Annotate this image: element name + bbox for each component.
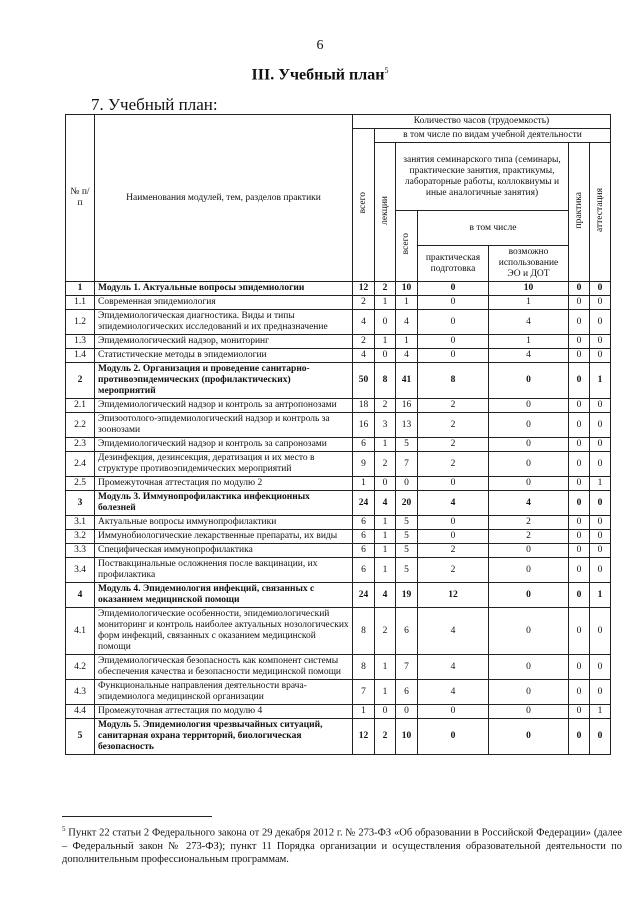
- cell-total: 24: [353, 491, 375, 516]
- cell-practice: 0: [569, 655, 590, 680]
- cell-name: Дезинфекция, дезинсекция, дератизация и их место в структуре противоэпидемических мероприятий: [95, 452, 353, 477]
- header-practice: [569, 143, 590, 282]
- cell-lectures: 1: [375, 438, 396, 452]
- cell-lectures: 1: [375, 544, 396, 558]
- cell-att: 0: [590, 491, 611, 516]
- header-total-text: всего: [358, 192, 368, 214]
- cell-sem: 5: [396, 516, 418, 530]
- cell-att: 0: [590, 296, 611, 310]
- cell-practice: 0: [569, 363, 590, 399]
- cell-practice: 0: [569, 438, 590, 452]
- cell-sem: 5: [396, 438, 418, 452]
- cell-name: Модуль 1. Актуальные вопросы эпидемиологии: [95, 282, 353, 296]
- cell-pp: 0: [418, 349, 489, 363]
- cell-pp: 0: [418, 719, 489, 755]
- cell-att: 0: [590, 399, 611, 413]
- cell-name: Эпизоотолого-эпидемиологический надзор и контроль за зоонозами: [95, 413, 353, 438]
- cell-sem: 0: [396, 477, 418, 491]
- cell-eo: 4: [489, 349, 569, 363]
- header-eo-dot: возможно использование ЭО и ДОТ: [489, 246, 569, 282]
- cell-sem: 10: [396, 282, 418, 296]
- table-body: [66, 115, 611, 755]
- cell-num: 3.2: [66, 530, 95, 544]
- cell-total: 12: [353, 282, 375, 296]
- table-row: [66, 438, 611, 452]
- header-lectures: [375, 143, 396, 282]
- cell-pp: 0: [418, 530, 489, 544]
- table-row: [66, 310, 611, 335]
- cell-name: Эпидемиологический надзор и контроль за сапронозами: [95, 438, 353, 452]
- header-lectures-text: лекции: [379, 195, 390, 225]
- cell-att: 1: [590, 477, 611, 491]
- cell-sem: 6: [396, 680, 418, 705]
- cell-lectures: 2: [375, 282, 396, 296]
- module-row: [66, 583, 611, 608]
- cell-eo: 0: [489, 413, 569, 438]
- cell-name: Эпидемиологическая диагностика. Виды и типы эпидемиологических исследований и их предназначение: [95, 310, 353, 335]
- plan-heading: 7. Учебный план:: [91, 95, 218, 114]
- cell-lectures: 1: [375, 516, 396, 530]
- cell-pp: 2: [418, 399, 489, 413]
- cell-num: 3.3: [66, 544, 95, 558]
- table-row: [66, 608, 611, 655]
- cell-num: 2.5: [66, 477, 95, 491]
- cell-num: 3: [66, 491, 95, 516]
- cell-eo: 0: [489, 680, 569, 705]
- cell-att: 0: [590, 530, 611, 544]
- cell-eo: 0: [489, 655, 569, 680]
- cell-pp: 0: [418, 296, 489, 310]
- table-row: [66, 530, 611, 544]
- cell-sem: 7: [396, 655, 418, 680]
- cell-total: 4: [353, 349, 375, 363]
- header-including: в том числе: [418, 211, 569, 246]
- cell-sem: 4: [396, 310, 418, 335]
- cell-pp: 12: [418, 583, 489, 608]
- cell-practice: 0: [569, 477, 590, 491]
- cell-practice: 0: [569, 544, 590, 558]
- cell-total: 18: [353, 399, 375, 413]
- cell-total: 2: [353, 296, 375, 310]
- cell-name: Иммунобиологические лекарственные препараты, их виды: [95, 530, 353, 544]
- cell-lectures: 1: [375, 655, 396, 680]
- cell-total: 6: [353, 516, 375, 530]
- cell-att: 0: [590, 655, 611, 680]
- cell-pp: 0: [418, 310, 489, 335]
- cell-total: 1: [353, 705, 375, 719]
- cell-eo: 1: [489, 296, 569, 310]
- cell-total: 6: [353, 558, 375, 583]
- cell-att: 1: [590, 363, 611, 399]
- header-num: № п/п: [66, 115, 95, 282]
- cell-practice: 0: [569, 705, 590, 719]
- cell-practice: 0: [569, 558, 590, 583]
- cell-pp: 0: [418, 335, 489, 349]
- cell-name: Современная эпидемиология: [95, 296, 353, 310]
- cell-practice: 0: [569, 349, 590, 363]
- footnote-mark: 5: [62, 825, 66, 833]
- cell-att: 0: [590, 335, 611, 349]
- cell-num: 1.4: [66, 349, 95, 363]
- cell-lectures: 4: [375, 491, 396, 516]
- cell-practice: 0: [569, 583, 590, 608]
- cell-name: Эпидемиологическая безопасность как компонент системы обеспечения качества и безопасности медицинской помощи: [95, 655, 353, 680]
- cell-total: 6: [353, 544, 375, 558]
- cell-sem: 1: [396, 335, 418, 349]
- table-row: [66, 516, 611, 530]
- cell-total: 6: [353, 438, 375, 452]
- header-hours: Количество часов (трудоемкость): [353, 115, 611, 129]
- footnote-reference: 5: [384, 66, 389, 75]
- cell-eo: 0: [489, 399, 569, 413]
- cell-total: 6: [353, 530, 375, 544]
- cell-num: 3.4: [66, 558, 95, 583]
- cell-total: 1: [353, 477, 375, 491]
- cell-eo: 4: [489, 491, 569, 516]
- cell-practice: 0: [569, 310, 590, 335]
- cell-name: Актуальные вопросы иммунопрофилактики: [95, 516, 353, 530]
- header-seminar: занятия семинарского типа (семинары, практические занятия, практикумы, лабораторные работы, коллоквиумы и иные аналогичные занятия): [396, 143, 569, 211]
- cell-total: 2: [353, 335, 375, 349]
- cell-num: 4.1: [66, 608, 95, 655]
- cell-total: 8: [353, 655, 375, 680]
- cell-practice: 0: [569, 296, 590, 310]
- cell-att: 0: [590, 719, 611, 755]
- cell-total: 8: [353, 608, 375, 655]
- cell-num: 2.3: [66, 438, 95, 452]
- cell-name: Эпидемиологический надзор, мониторинг: [95, 335, 353, 349]
- cell-sem: 19: [396, 583, 418, 608]
- cell-att: 0: [590, 452, 611, 477]
- cell-practice: 0: [569, 335, 590, 349]
- curriculum-table: [65, 114, 611, 755]
- footnote-text: Пункт 22 статьи 2 Федерального закона от 29 декабря 2012 г. № 273-ФЗ «Об образовании в Российской Федерации» (далее – Федеральный закон № 273-ФЗ); пункт 11 Порядка организации и осуществления образовательной деятельности по дополнительным профессиональным программам.: [62, 827, 622, 865]
- cell-practice: 0: [569, 608, 590, 655]
- cell-name: Специфическая иммунопрофилактика: [95, 544, 353, 558]
- cell-pp: 0: [418, 282, 489, 296]
- cell-sem: 7: [396, 452, 418, 477]
- cell-sem: 4: [396, 349, 418, 363]
- cell-name: Поствакцинальные осложнения после вакцинации, их профилактика: [95, 558, 353, 583]
- cell-eo: 0: [489, 477, 569, 491]
- footnote: [62, 823, 622, 866]
- table-row: [66, 680, 611, 705]
- module-row: [66, 491, 611, 516]
- cell-pp: 0: [418, 705, 489, 719]
- cell-pp: 4: [418, 608, 489, 655]
- cell-att: 0: [590, 438, 611, 452]
- cell-eo: 2: [489, 516, 569, 530]
- cell-eo: 0: [489, 544, 569, 558]
- cell-lectures: 0: [375, 349, 396, 363]
- cell-att: 0: [590, 413, 611, 438]
- cell-name: Функциональные направления деятельности врача-эпидемиолога медицинской организации: [95, 680, 353, 705]
- cell-total: 16: [353, 413, 375, 438]
- footnote-divider: [62, 816, 212, 817]
- section-title: [0, 66, 640, 84]
- cell-pp: 4: [418, 491, 489, 516]
- cell-sem: 5: [396, 544, 418, 558]
- cell-sem: 1: [396, 296, 418, 310]
- table-row: [66, 335, 611, 349]
- cell-pp: 0: [418, 516, 489, 530]
- cell-total: 12: [353, 719, 375, 755]
- cell-num: 4.3: [66, 680, 95, 705]
- table-row: [66, 477, 611, 491]
- header-seminar-total-text: всего: [401, 233, 411, 255]
- cell-att: 0: [590, 282, 611, 296]
- cell-lectures: 2: [375, 399, 396, 413]
- header-by-activity: в том числе по видам учебной деятельности: [375, 129, 611, 143]
- cell-name: Эпидемиологические особенности, эпидемиологический мониторинг и контроль наиболее актуальных нозологических форм инфекций, связанных с оказанием медицинской помощи: [95, 608, 353, 655]
- cell-pp: 0: [418, 477, 489, 491]
- cell-practice: 0: [569, 452, 590, 477]
- cell-num: 1.2: [66, 310, 95, 335]
- cell-num: 2.2: [66, 413, 95, 438]
- cell-sem: 41: [396, 363, 418, 399]
- cell-sem: 13: [396, 413, 418, 438]
- cell-eo: 0: [489, 363, 569, 399]
- cell-lectures: 2: [375, 452, 396, 477]
- cell-practice: 0: [569, 530, 590, 544]
- cell-lectures: 2: [375, 719, 396, 755]
- cell-pp: 2: [418, 558, 489, 583]
- cell-practice: 0: [569, 399, 590, 413]
- cell-total: 4: [353, 310, 375, 335]
- cell-eo: 0: [489, 558, 569, 583]
- cell-lectures: 1: [375, 296, 396, 310]
- cell-att: 0: [590, 544, 611, 558]
- cell-name: Эпидемиологический надзор и контроль за антропонозами: [95, 399, 353, 413]
- table-row: [66, 399, 611, 413]
- cell-num: 4.2: [66, 655, 95, 680]
- cell-eo: 0: [489, 608, 569, 655]
- cell-practice: 0: [569, 516, 590, 530]
- header-practical-training: практическая подготовка: [418, 246, 489, 282]
- module-row: [66, 282, 611, 296]
- cell-num: 3.1: [66, 516, 95, 530]
- cell-lectures: 4: [375, 583, 396, 608]
- cell-att: 0: [590, 608, 611, 655]
- cell-eo: 0: [489, 438, 569, 452]
- cell-pp: 2: [418, 544, 489, 558]
- cell-att: 0: [590, 516, 611, 530]
- cell-pp: 4: [418, 655, 489, 680]
- cell-num: 2: [66, 363, 95, 399]
- table-row: [66, 413, 611, 438]
- section-title-text: III. Учебный план: [251, 66, 385, 84]
- cell-sem: 5: [396, 558, 418, 583]
- cell-lectures: 2: [375, 608, 396, 655]
- cell-num: 1.1: [66, 296, 95, 310]
- cell-eo: 10: [489, 282, 569, 296]
- cell-lectures: 8: [375, 363, 396, 399]
- cell-lectures: 0: [375, 310, 396, 335]
- page-number: 6: [316, 38, 324, 53]
- header-seminar-total: [396, 211, 418, 282]
- cell-att: 0: [590, 310, 611, 335]
- cell-att: 1: [590, 583, 611, 608]
- cell-num: 1: [66, 282, 95, 296]
- cell-practice: 0: [569, 719, 590, 755]
- module-row: [66, 363, 611, 399]
- cell-eo: 0: [489, 705, 569, 719]
- cell-name: Промежуточная аттестация по модулю 4: [95, 705, 353, 719]
- cell-lectures: 1: [375, 530, 396, 544]
- cell-practice: 0: [569, 491, 590, 516]
- cell-num: 4.4: [66, 705, 95, 719]
- table-row: [66, 705, 611, 719]
- cell-name: Модуль 3. Иммунопрофилактика инфекционных болезней: [95, 491, 353, 516]
- cell-practice: 0: [569, 413, 590, 438]
- cell-lectures: 3: [375, 413, 396, 438]
- cell-practice: 0: [569, 282, 590, 296]
- cell-practice: 0: [569, 680, 590, 705]
- cell-eo: 1: [489, 335, 569, 349]
- table-row: [66, 558, 611, 583]
- cell-pp: 2: [418, 438, 489, 452]
- cell-lectures: 1: [375, 335, 396, 349]
- cell-pp: 2: [418, 452, 489, 477]
- cell-lectures: 1: [375, 680, 396, 705]
- cell-num: 1.3: [66, 335, 95, 349]
- cell-sem: 6: [396, 608, 418, 655]
- cell-num: 5: [66, 719, 95, 755]
- cell-name: Промежуточная аттестация по модулю 2: [95, 477, 353, 491]
- cell-name: Статистические методы в эпидемиологии: [95, 349, 353, 363]
- cell-num: 4: [66, 583, 95, 608]
- cell-total: 50: [353, 363, 375, 399]
- cell-sem: 16: [396, 399, 418, 413]
- table-row: [66, 296, 611, 310]
- header-practice-text: практика: [573, 191, 584, 229]
- header-name: Наименования модулей, тем, разделов практики: [95, 115, 353, 282]
- cell-eo: 0: [489, 583, 569, 608]
- cell-lectures: 0: [375, 705, 396, 719]
- header-attestation-text: аттестация: [594, 188, 605, 232]
- cell-eo: 0: [489, 719, 569, 755]
- module-row: [66, 719, 611, 755]
- cell-total: 9: [353, 452, 375, 477]
- cell-lectures: 0: [375, 477, 396, 491]
- cell-eo: 2: [489, 530, 569, 544]
- cell-eo: 4: [489, 310, 569, 335]
- table-row: [66, 349, 611, 363]
- cell-name: Модуль 5. Эпидемиология чрезвычайных ситуаций, санитарная охрана территорий, биологическая безопасность: [95, 719, 353, 755]
- cell-pp: 2: [418, 413, 489, 438]
- cell-eo: 0: [489, 452, 569, 477]
- cell-sem: 20: [396, 491, 418, 516]
- cell-att: 0: [590, 680, 611, 705]
- cell-sem: 10: [396, 719, 418, 755]
- cell-att: 0: [590, 349, 611, 363]
- cell-att: 0: [590, 558, 611, 583]
- cell-sem: 5: [396, 530, 418, 544]
- cell-pp: 4: [418, 680, 489, 705]
- cell-total: 7: [353, 680, 375, 705]
- cell-pp: 8: [418, 363, 489, 399]
- cell-name: Модуль 4. Эпидемиология инфекций, связанных с оказанием медицинской помощи: [95, 583, 353, 608]
- table-row: [66, 655, 611, 680]
- header-total: [353, 129, 375, 282]
- cell-num: 2.1: [66, 399, 95, 413]
- table-row: [66, 452, 611, 477]
- cell-num: 2.4: [66, 452, 95, 477]
- cell-att: 1: [590, 705, 611, 719]
- cell-name: Модуль 2. Организация и проведение санитарно-противоэпидемических (профилактических) мероприятий: [95, 363, 353, 399]
- header-row-1: [66, 115, 611, 129]
- cell-sem: 0: [396, 705, 418, 719]
- cell-total: 24: [353, 583, 375, 608]
- header-attestation: [590, 143, 611, 282]
- table-row: [66, 544, 611, 558]
- cell-lectures: 1: [375, 558, 396, 583]
